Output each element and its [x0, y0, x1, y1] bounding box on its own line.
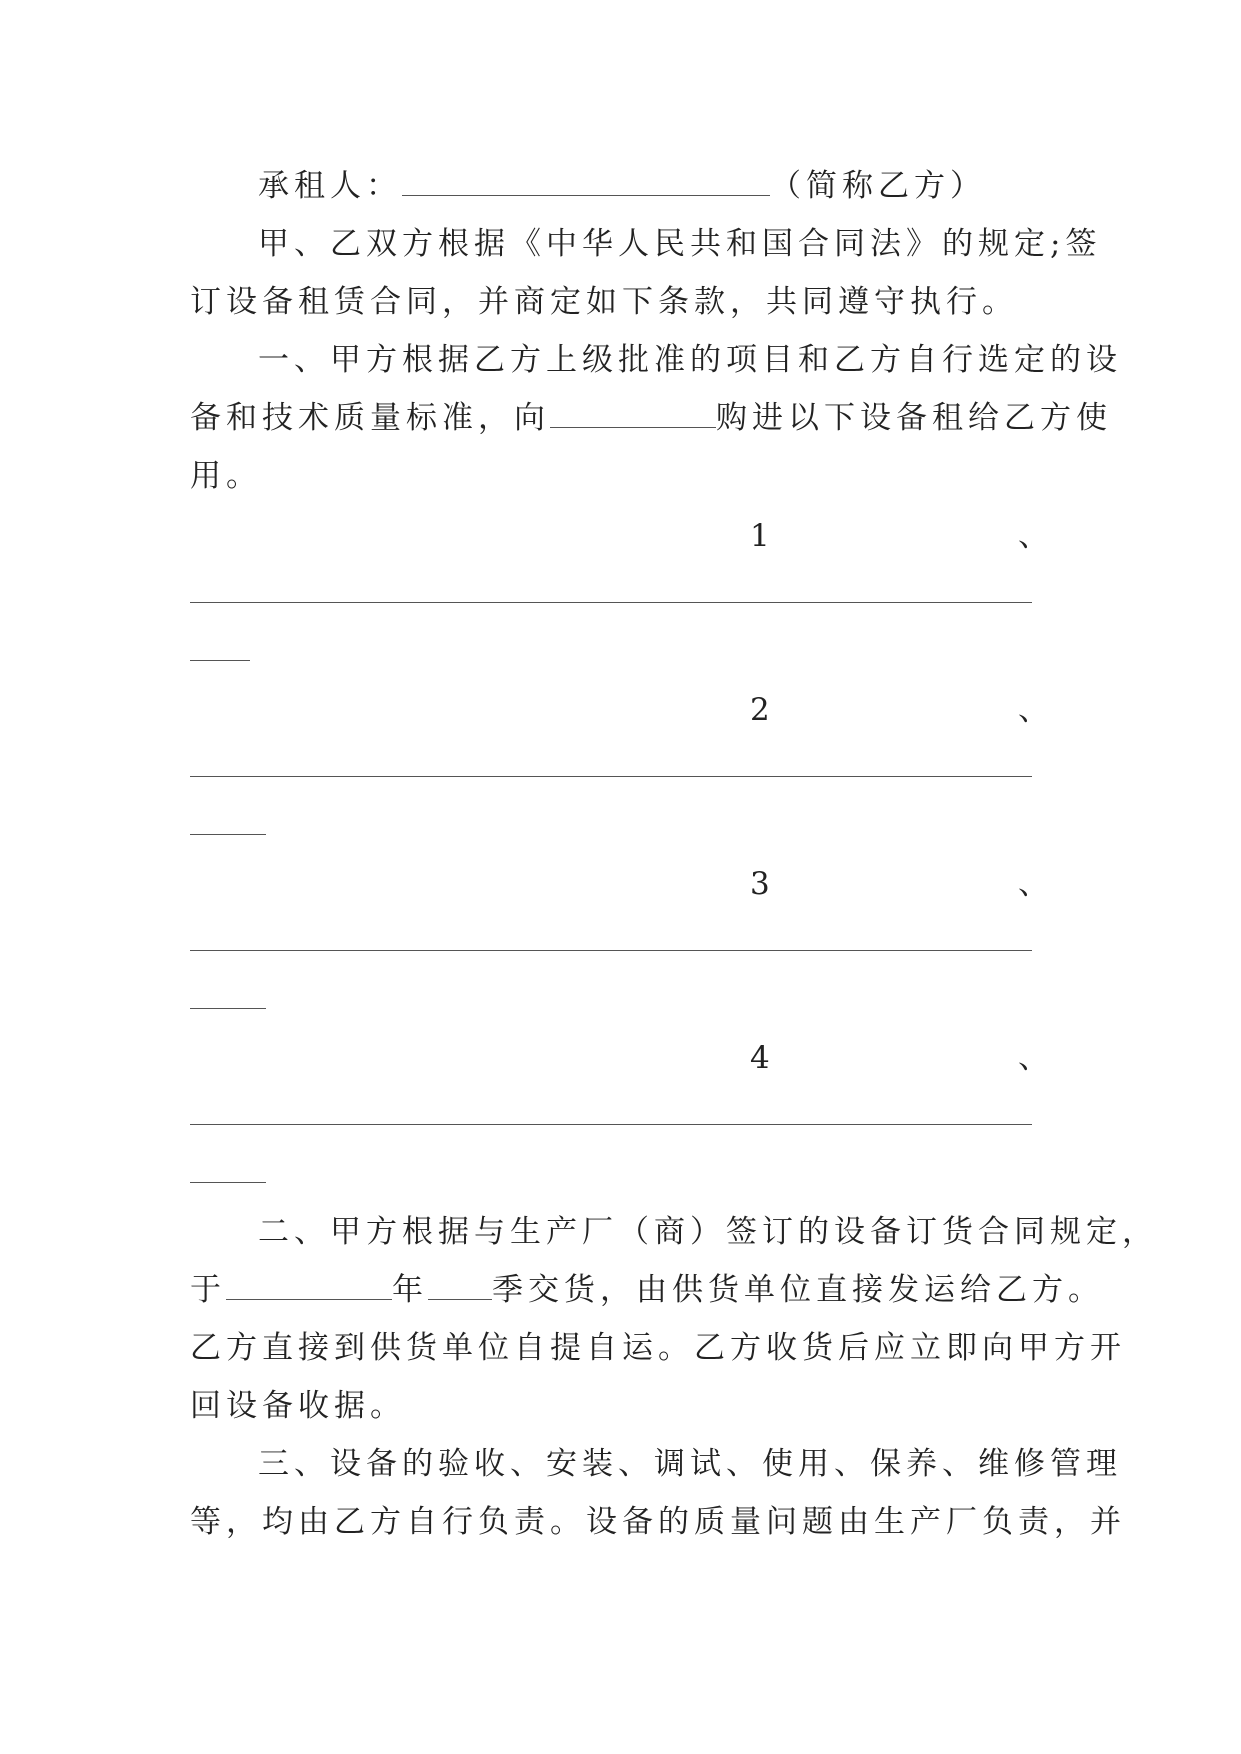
clause2-line-4: 回设备收据。	[190, 1388, 406, 1424]
clause2-text-a: 于	[190, 1272, 226, 1308]
clause1-line-1: 一、甲方根据乙方上级批准的项目和乙方自行选定的设	[258, 342, 1122, 378]
item-4-separator: 、	[1018, 1040, 1049, 1076]
intro-line-1: 甲、乙双方根据《中华人民共和国合同法》的规定;签	[258, 226, 1102, 262]
clause2-text-b: 年	[392, 1272, 428, 1308]
item-3-number: 3	[750, 866, 770, 902]
clause2-line-2	[190, 1270, 1104, 1310]
quarter-blank[interactable]	[428, 1271, 492, 1300]
supplier-blank[interactable]	[550, 399, 716, 428]
clause1-line-2	[190, 398, 1112, 438]
item-2-blank-line[interactable]	[190, 776, 1032, 777]
item-1-blank-line[interactable]	[190, 602, 1032, 603]
item-3-blank-tail[interactable]	[190, 1008, 266, 1009]
item-2-number: 2	[750, 692, 770, 728]
item-4-number: 4	[750, 1040, 770, 1076]
lessee-label: 承租人：	[258, 168, 402, 204]
year-blank[interactable]	[226, 1271, 392, 1300]
item-2-separator: 、	[1018, 692, 1049, 728]
clause3-line-2: 等，均由乙方自行负责。设备的质量问题由生产厂负责，并	[190, 1504, 1126, 1540]
item-4-blank-line[interactable]	[190, 1124, 1032, 1125]
item-3-blank-line[interactable]	[190, 950, 1032, 951]
clause1-text-b: 购进以下设备租给乙方使	[716, 400, 1112, 436]
intro-line-2: 订设备租赁合同，并商定如下条款，共同遵守执行。	[190, 284, 1018, 320]
item-3-separator: 、	[1018, 866, 1049, 902]
lessee-blank[interactable]	[402, 167, 770, 196]
clause2-text-c: 季交货，由供货单位直接发运给乙方。	[492, 1272, 1104, 1308]
item-1-separator: 、	[1018, 518, 1049, 554]
item-4-blank-tail[interactable]	[190, 1182, 266, 1183]
item-1-number: 1	[750, 518, 770, 554]
clause2-line-3: 乙方直接到供货单位自提自运。乙方收货后应立即向甲方开	[190, 1330, 1126, 1366]
clause2-line-1: 二、甲方根据与生产厂（商）签订的设备订货合同规定，	[258, 1214, 1158, 1250]
lessee-suffix: （简称乙方）	[770, 168, 986, 204]
lessee-line	[258, 166, 1118, 206]
item-2-blank-tail[interactable]	[190, 834, 266, 835]
item-1-blank-tail[interactable]	[190, 660, 250, 661]
clause3-line-1: 三、设备的验收、安装、调试、使用、保养、维修管理	[258, 1446, 1122, 1482]
clause1-text-a: 备和技术质量标准，向	[190, 400, 550, 436]
clause1-line-3: 用。	[190, 458, 262, 494]
